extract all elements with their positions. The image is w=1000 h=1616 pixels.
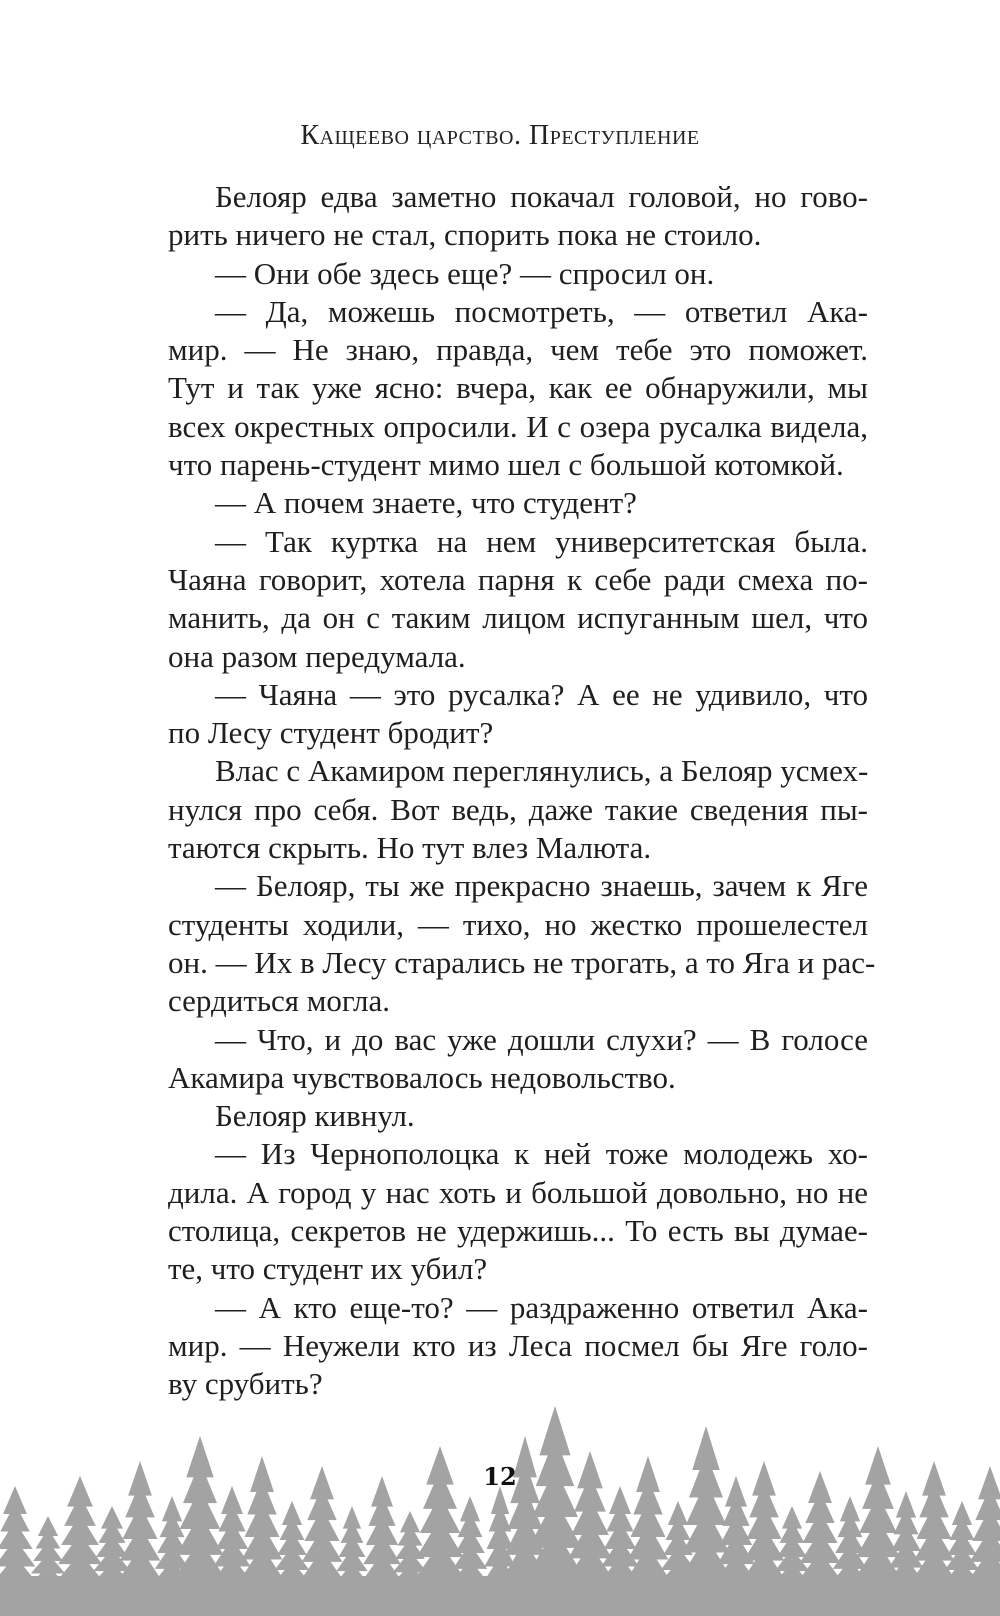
forest-silhouette-icon bbox=[0, 1366, 1000, 1616]
text-line: всех окрестных опросили. И с озера русалка видела, bbox=[168, 408, 868, 444]
text-line: Тут и так уже ясно: вчера, как ее обнаружили, мы bbox=[168, 370, 868, 406]
text-line: — Чаяна — это русалка? А ее не удивило, что bbox=[215, 676, 868, 712]
tree-shape bbox=[52, 1476, 108, 1591]
text-line: Чаяна говорит, хотела парня к себе ради смеха по- bbox=[168, 561, 868, 597]
page-number: 12 bbox=[483, 1462, 517, 1491]
text-line: — Так куртка на нем университетская была. bbox=[215, 523, 868, 559]
running-head: Кащеево царство. Преступление bbox=[300, 120, 700, 151]
tree-shape bbox=[0, 1486, 41, 1591]
text-line: рить ничего не стал, спорить пока не стоило. bbox=[168, 217, 762, 253]
text-line: мир. — Не знаю, правда, чем тебе это поможет. bbox=[168, 332, 868, 368]
text-line: те, что студент их убил? bbox=[168, 1251, 488, 1287]
text-line: — Что, и до вас уже дошли слухи? — В голосе bbox=[215, 1021, 868, 1057]
text-line: Влас с Акамиром переглянулись, а Белояр усмех- bbox=[215, 753, 869, 789]
text-line: она разом передумала. bbox=[168, 638, 466, 674]
text-line: — Белояр, ты же прекрасно знаешь, зачем к Яге bbox=[215, 868, 868, 904]
text-line: — Из Чернополоцка к ней тоже молодежь хо- bbox=[215, 1136, 868, 1172]
text-line: — Они обе здесь еще? — спросил он. bbox=[215, 255, 715, 291]
text-line: Белояр едва заметно покачал головой, но гово- bbox=[215, 179, 868, 214]
text-line: что парень-студент мимо шел с большой котомкой. bbox=[168, 447, 844, 483]
text-line: столица, секретов не удержишь... То есть вы думае- bbox=[168, 1213, 868, 1249]
body-text bbox=[168, 178, 876, 1404]
text-line: дила. А город у нас хоть и большой довольно, но не bbox=[168, 1174, 868, 1210]
text-line: по Лесу студент бродит? bbox=[168, 715, 494, 751]
text-line: нулся про себя. Вот ведь, даже такие сведения пы- bbox=[168, 791, 868, 827]
text-line: ву срубить? bbox=[168, 1366, 323, 1402]
tree-shape bbox=[358, 1476, 406, 1591]
text-line: Акамира чувствовалось недовольство. bbox=[168, 1059, 676, 1095]
text-line: манить, да он с таким лицом испуганным шел, что bbox=[168, 600, 868, 636]
text-line: мир. — Неужели кто из Леса посмел бы Яге голо- bbox=[168, 1327, 868, 1363]
text-line: он. — Их в Лесу старались не трогать, а то Яга и рас- bbox=[168, 944, 876, 980]
text-line: — Да, можешь посмотреть, — ответил Ака- bbox=[215, 293, 868, 329]
text-line: — А кто еще-то? — раздраженно ответил Ака- bbox=[215, 1289, 868, 1325]
text-line: сердиться могла. bbox=[168, 983, 391, 1019]
text-line: Белояр кивнул. bbox=[215, 1098, 415, 1134]
text-line: таются скрыть. Но тут влез Малюта. bbox=[168, 830, 652, 866]
text-line: студенты ходили, — тихо, но жестко прошелестел bbox=[168, 906, 868, 942]
text-line: — А почем знаете, что студент? bbox=[215, 485, 637, 521]
